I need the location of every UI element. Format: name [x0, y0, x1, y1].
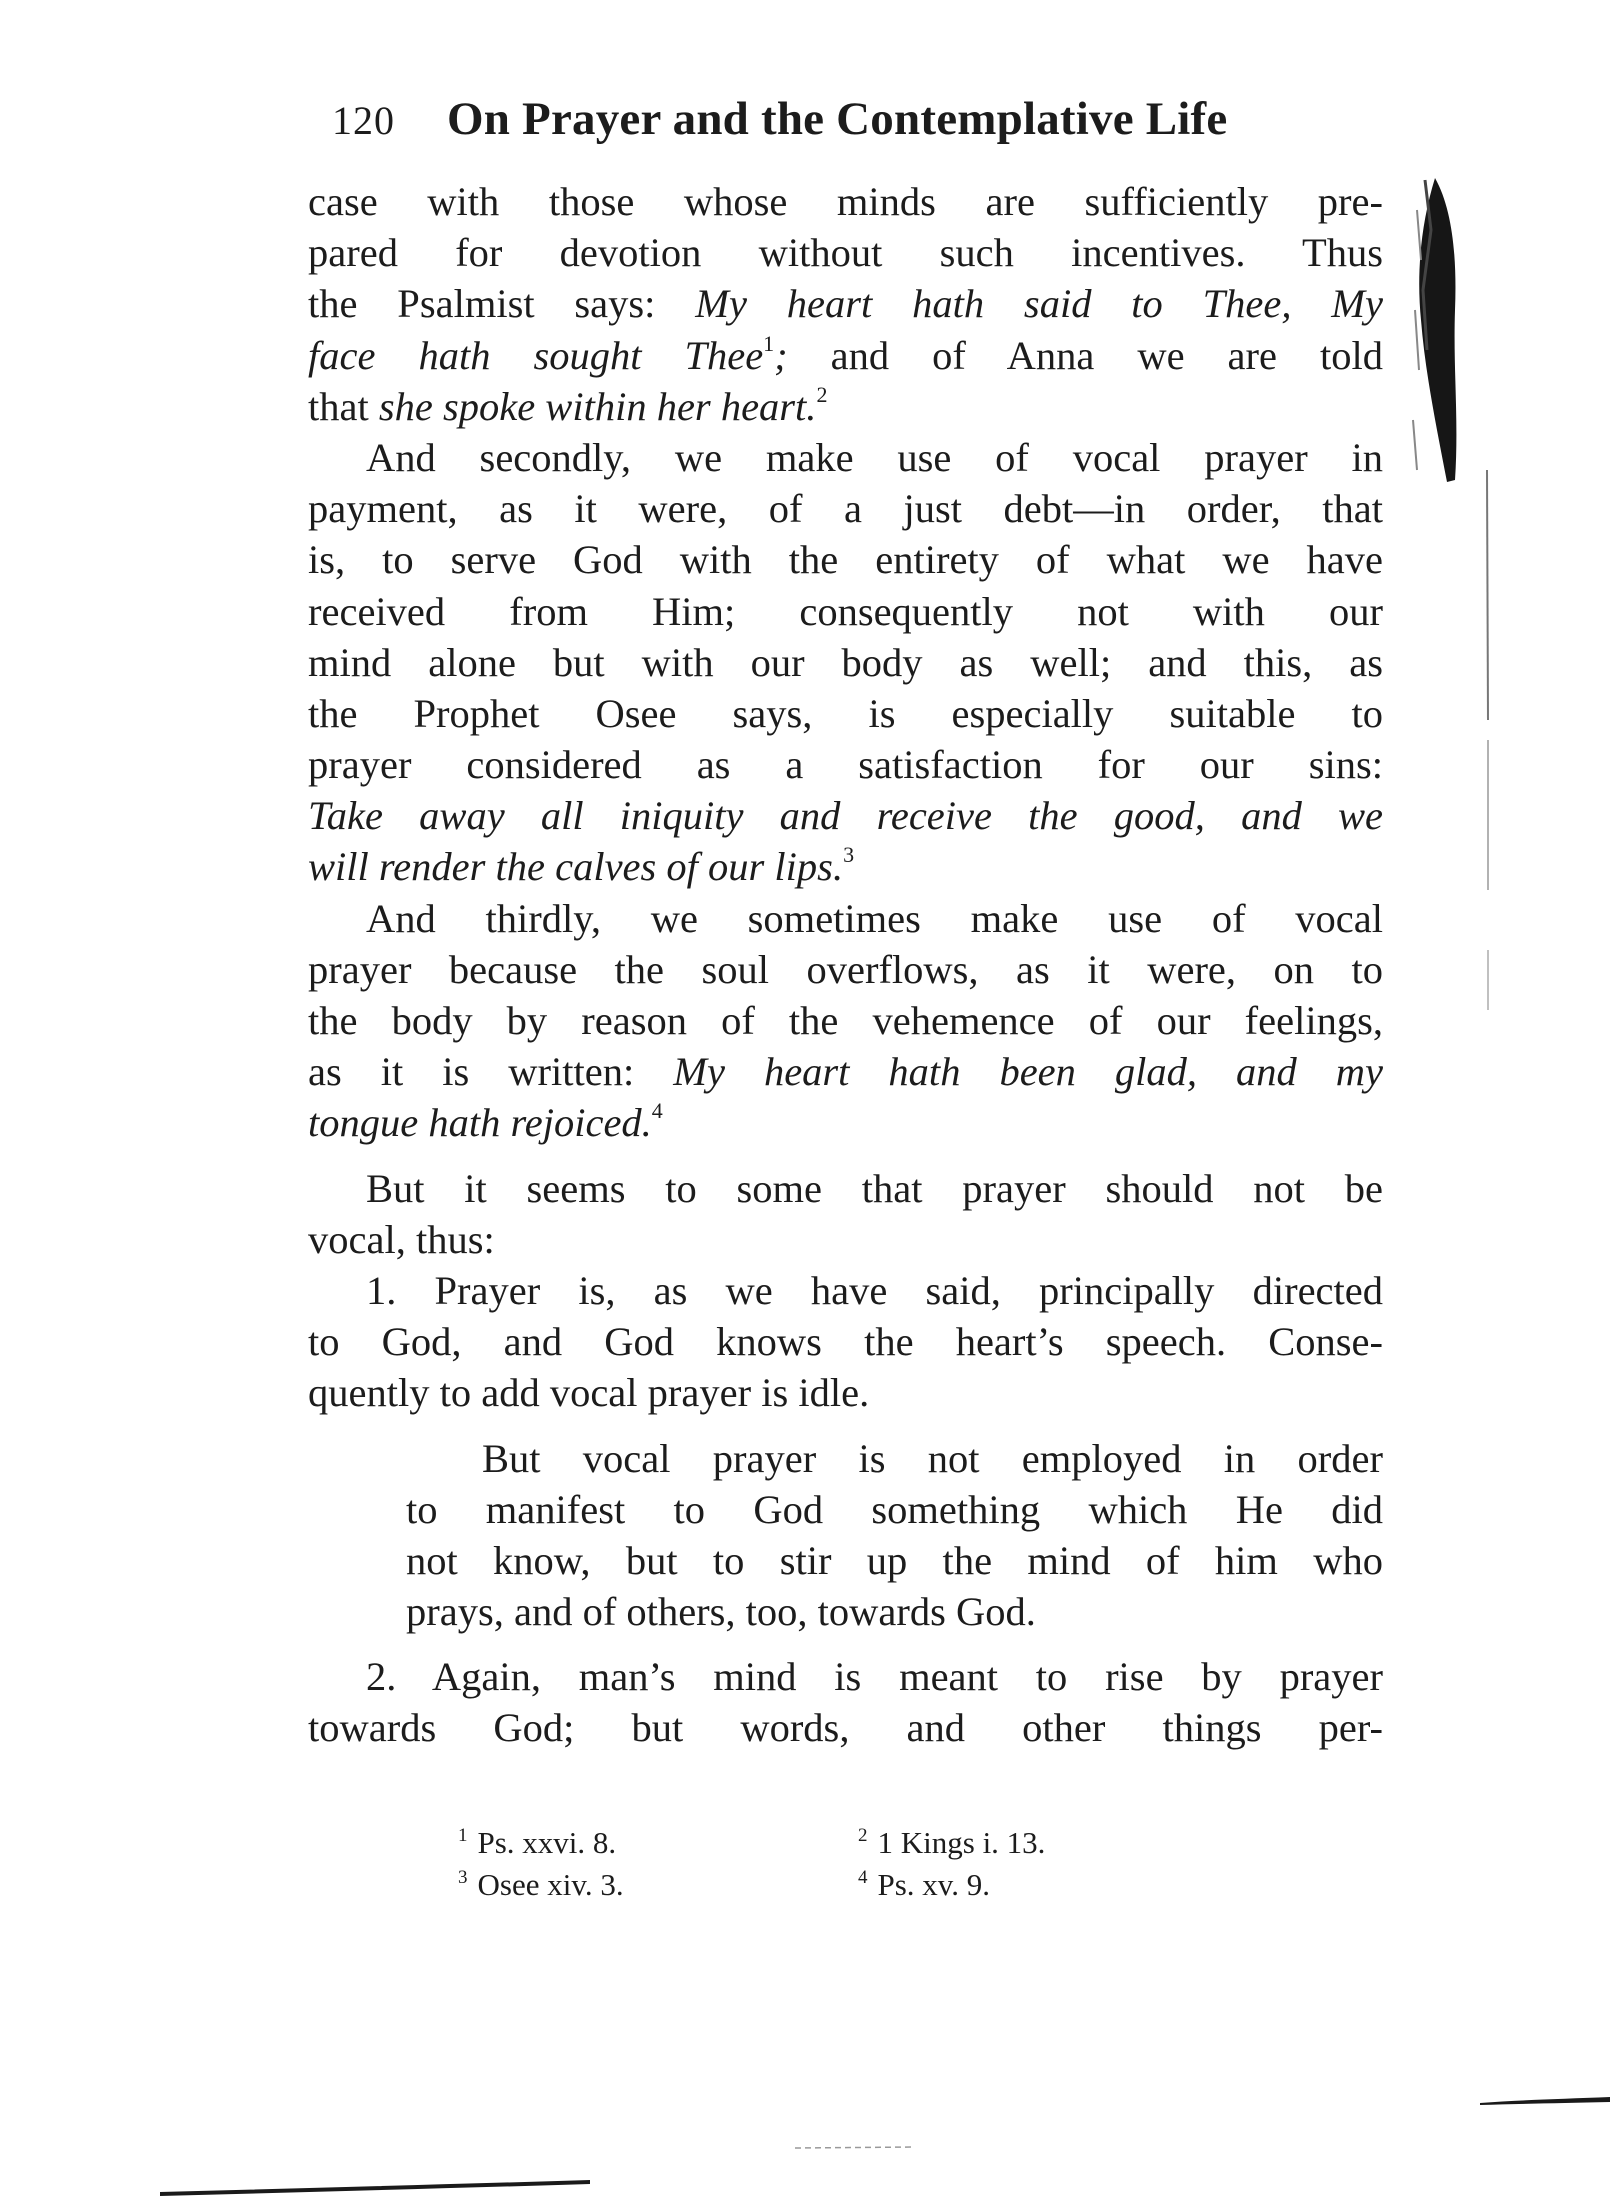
- text-line: to manifest to God something which He did: [406, 1486, 1383, 1532]
- footnote-mark: 2: [858, 1825, 868, 1846]
- text-line: the body by reason of the vehemence of our feelings,: [308, 998, 1383, 1043]
- page-number: 120: [332, 98, 395, 143]
- text-run: and of Anna we are told: [830, 332, 1383, 378]
- text-run: ;: [774, 332, 788, 378]
- edge-mark: [795, 2145, 915, 2151]
- text-line: is, to serve God with the entirety of what we have: [308, 537, 1383, 583]
- footnote: [458, 1822, 858, 1864]
- paragraph: [308, 176, 1383, 432]
- edge-mark: [160, 2178, 590, 2198]
- paragraph: [308, 1163, 1383, 1265]
- objection-paragraph: [308, 1651, 1383, 1753]
- running-header: [332, 92, 1382, 162]
- text-line: pared for devotion without such incentives. Thus: [308, 230, 1383, 276]
- text-line: But vocal prayer is not employed in order: [482, 1435, 1383, 1481]
- text-line: case with those whose minds are sufficiently pre-: [308, 179, 1383, 224]
- text-line: prayer considered as a satisfaction for our sins:: [308, 742, 1383, 788]
- text-line: [308, 841, 1383, 892]
- footnote-ref: 4: [651, 1098, 663, 1124]
- text-line: But it seems to some that prayer should not be: [366, 1165, 1383, 1211]
- text-line: the Prophet Osee says, is especially suitable to: [308, 690, 1383, 736]
- text-line: [308, 330, 1383, 381]
- footnote-row: [458, 1822, 1258, 1864]
- footnote-mark: 1: [458, 1825, 468, 1846]
- text-line: received from Him; consequently not with our: [308, 588, 1383, 634]
- footnote-text: Ps. xxvi. 8.: [477, 1825, 617, 1860]
- footnote-ref: 2: [816, 381, 828, 407]
- footnotes: [458, 1822, 1258, 1906]
- reply-paragraph: [308, 1433, 1383, 1638]
- text-line: And secondly, we make use of vocal prayer in: [366, 434, 1383, 480]
- section-spacer: [308, 1419, 1383, 1433]
- text-run: as it is written:: [308, 1049, 635, 1095]
- scripture-quote: Take away all iniquity and receive the good, and we: [308, 793, 1383, 839]
- scripture-quote: My heart hath been glad, and my: [673, 1049, 1383, 1095]
- text-line: [308, 790, 1383, 841]
- paragraph: [308, 432, 1383, 893]
- text-line: 2. Again, man’s mind is meant to rise by prayer: [366, 1654, 1383, 1700]
- running-title: On Prayer and the Contemplative Life: [447, 93, 1228, 145]
- footnote-text: 1 Kings i. 13.: [877, 1825, 1046, 1860]
- text-line: [308, 1046, 1383, 1097]
- scripture-quote: tongue hath rejoiced.: [308, 1100, 652, 1146]
- text-line: towards God; but words, and other things per-: [308, 1705, 1383, 1751]
- scripture-quote: face hath sought Thee: [308, 332, 764, 378]
- text-line: 1. Prayer is, as we have said, principally directed: [366, 1267, 1383, 1313]
- footnote-mark: 3: [458, 1867, 468, 1888]
- text-line: quently to add vocal prayer is idle.: [308, 1370, 870, 1416]
- text-line: [308, 381, 1383, 432]
- edge-mark: [1480, 2093, 1610, 2109]
- scripture-quote: she spoke within her heart.: [378, 383, 817, 429]
- text-line: [308, 1097, 1383, 1148]
- body-text: [308, 176, 1383, 1754]
- section-spacer: [308, 1149, 1383, 1163]
- scripture-quote: will render the calves of our lips.: [308, 844, 844, 890]
- footnote-mark: 4: [858, 1867, 868, 1888]
- text-line: prays, and of others, too, towards God.: [406, 1589, 1036, 1635]
- text-line: mind alone but with our body as well; and this, as: [308, 639, 1383, 685]
- footnote-row: [458, 1864, 1258, 1906]
- margin-rule: [1483, 470, 1493, 1070]
- text-line: And thirdly, we sometimes make use of vocal: [366, 895, 1383, 941]
- footnote: [458, 1864, 858, 1906]
- text-line: not know, but to stir up the mind of him who: [406, 1537, 1383, 1583]
- scripture-quote: My heart hath said to Thee, My: [695, 281, 1383, 327]
- text-run: the Psalmist says:: [308, 281, 656, 327]
- footnote-ref: 3: [843, 842, 855, 868]
- paragraph: [308, 893, 1383, 1149]
- binding-shadow: [1395, 170, 1465, 520]
- text-line: prayer because the soul overflows, as it were, on to: [308, 946, 1383, 992]
- footnote: [858, 1822, 1258, 1864]
- footnote: [858, 1864, 1258, 1906]
- footnote-text: Ps. xv. 9.: [877, 1867, 991, 1902]
- objection-paragraph: [308, 1265, 1383, 1419]
- text-run: that: [308, 383, 369, 429]
- text-line: to God, and God knows the heart’s speech. Conse-: [308, 1319, 1383, 1365]
- footnote-text: Osee xiv. 3.: [477, 1867, 624, 1902]
- text-line: [308, 278, 1383, 329]
- section-spacer: [308, 1637, 1383, 1651]
- footnote-ref: 1: [763, 330, 775, 356]
- text-line: payment, as it were, of a just debt—in order, that: [308, 486, 1383, 532]
- text-line: vocal, thus:: [308, 1216, 495, 1262]
